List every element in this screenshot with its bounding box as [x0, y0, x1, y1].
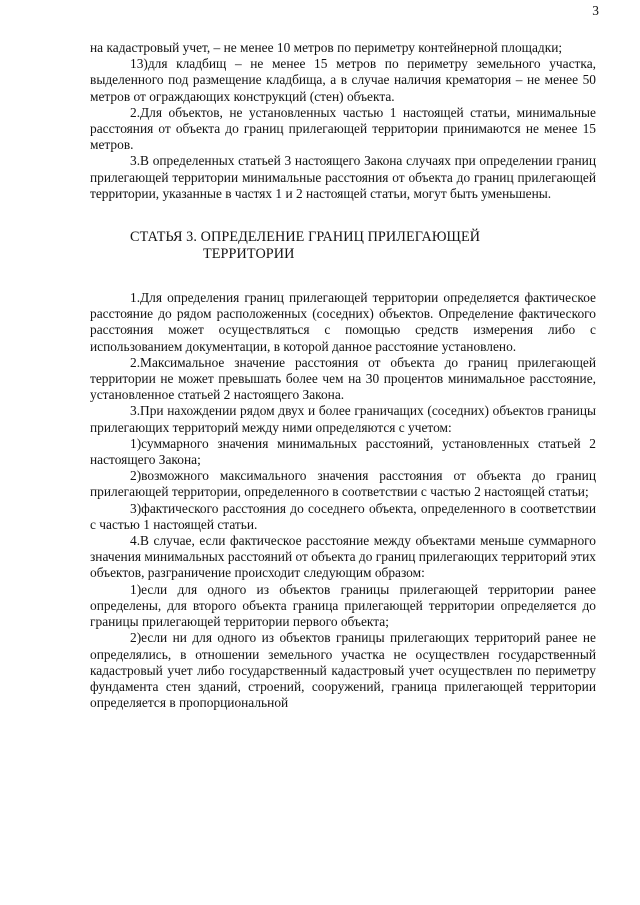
paragraph: 1)суммарного значения минимальных расстояний, установленных статьей 2 настоящего Закона; — [90, 435, 596, 468]
paragraph: 2)если ни для одного из объектов границы прилегающих территорий ранее не определялись, в отношении земельного участка не осуществлен государственный кадастровый учет либо государственный кадастровый учет осуществлен по периметру фундамента стен зданий, строений, сооружений, граница прилегающей территории определяется в пропорциональной — [90, 630, 596, 711]
article-2-continuation — [90, 40, 596, 202]
paragraph: на кадастровый учет, – не менее 10 метров по периметру контейнерной площадки; — [90, 40, 563, 55]
article-3-body — [90, 290, 596, 711]
paragraph: 2.Для объектов, не установленных частью 1 настоящей статьи, минимальные расстояния от объекта до границ прилегающей территории принимаются не менее 15 метров. — [90, 104, 596, 153]
paragraph: 3.При нахождении рядом двух и более граничащих (соседних) объектов границы прилегающих территорий между ними определяются с учетом: — [90, 403, 596, 435]
paragraph: 1)если для одного из объектов границы прилегающей территории ранее определены, для второго объекта граница прилегающей территории определяется до границы прилегающей территории первого объекта; — [90, 581, 596, 630]
paragraph: 4.В случае, если фактическое расстояние между объектами меньше суммарного значения минимальных расстояний от объекта до границ прилегающих территорий этих объектов, разграничение происходит следующим образом: — [90, 533, 596, 581]
paragraph: 3.В определенных статьей 3 настоящего Закона случаях при определении границ прилегающей территории минимальные расстояния от объекта до границ прилегающей территории, указанные в частях 1 и 2 настоящей статьи, могут быть уменьшены. — [90, 153, 596, 201]
document-body — [90, 0, 596, 711]
paragraph: 1.Для определения границ прилегающей территории определяется фактическое расстояние до рядом расположенных (соседних) объектов. Определение фактического расстояния может осуществляться с помощью средств измерения либо с использованием документации, в которой данное расстояние установлено. — [90, 290, 596, 354]
paragraph: 13)для кладбищ – не менее 15 метров по периметру земельного участка, выделенного под размещение кладбища, а в случае наличия крематория – не менее 50 метров от ограждающих конструкций (стен) объекта. — [90, 56, 596, 104]
page-number: 3 — [592, 3, 599, 18]
article-heading — [90, 229, 596, 263]
paragraph: 3)фактического расстояния до соседнего объекта, определенного в соответствии с частью 1 настоящей статьи. — [90, 500, 596, 532]
heading-line-2: ТЕРРИТОРИИ — [203, 246, 295, 263]
paragraph: 2.Максимальное значение расстояния от объекта до границ прилегающей территории не может превышать более чем на 30 процентов минимальное расстояние, установленное статьей 2 настоящего Закона. — [90, 354, 596, 403]
heading-line-1: СТАТЬЯ 3. ОПРЕДЕЛЕНИЕ ГРАНИЦ ПРИЛЕГАЮЩЕЙ — [130, 229, 481, 246]
paragraph: 2)возможного максимального значения расстояния от объекта до границ прилегающей территории, определенного в соответствии с частью 2 настоящей статьи; — [90, 468, 596, 500]
